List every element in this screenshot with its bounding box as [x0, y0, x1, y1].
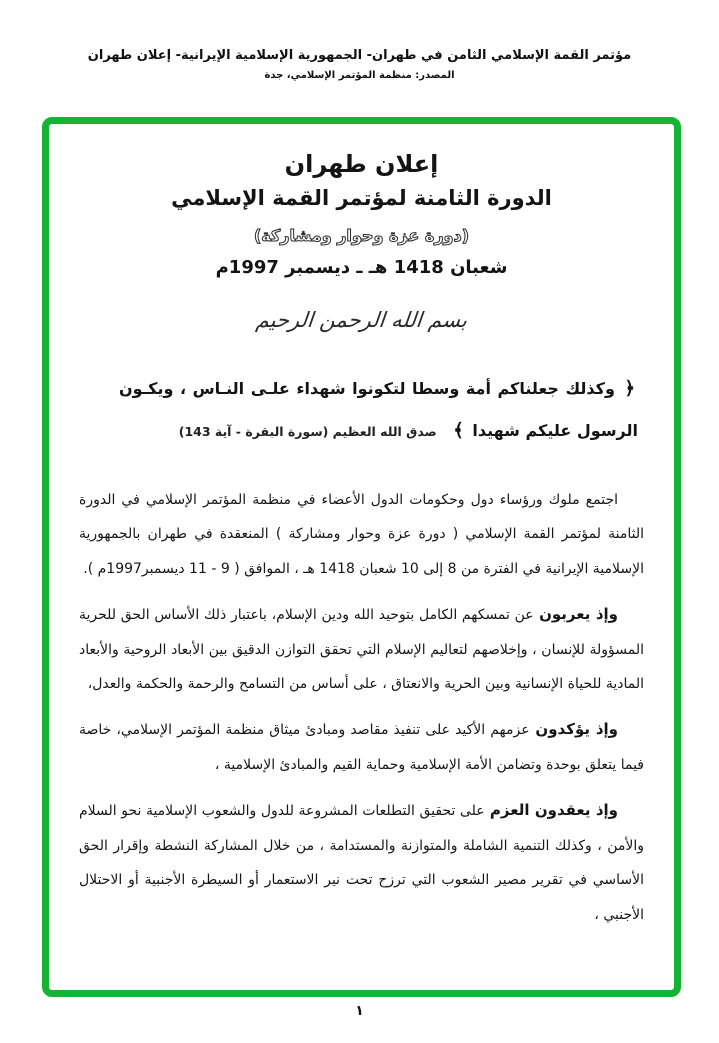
document-header	[0, 48, 719, 81]
paragraph-text: عن تمسكهم الكامل بتوحيد الله ودين الإسلام، باعتبار ذلك الأساس الحق للحرية المسؤولة للإنسان ، وإخلاصهم لتعاليم الإسلام التي تحقق التوازن الدقيق بين الأبعاد الروحية والأبعاد المادية للحياة الإنسانية وبين الحرية والانعتاق ، على أساس من التسامح والرحمة والحكمة والعدل،	[79, 606, 644, 692]
paragraph-resolving	[79, 792, 644, 932]
verse-text: وكذلك جعلناكم أمة وسطا لتكونوا شهداء علـى النـاس ، ويكـون الرسول عليكم شهيدا	[119, 379, 638, 441]
header-title-line: مؤتمر القمة الإسلامي الثامن في طهران- الجمهورية الإسلامية الإيرانية- إعلان طهران	[87, 48, 632, 63]
paragraph-preamble	[79, 481, 644, 586]
date-line: شعبان 1418 هـ ـ ديسمبر 1997م	[215, 257, 508, 278]
paragraph-lead: وإذ يعربون	[533, 604, 618, 623]
quran-verse	[119, 368, 638, 453]
paragraph-lead: وإذ يعقدون العزم	[484, 801, 618, 820]
header-source-line: المصدر: منظمة المؤتمر الإسلامي، جدة	[264, 70, 455, 81]
paragraph-text: عزمهم الأكيد على تنفيذ مقاصد ومبادئ ميثاق منظمة المؤتمر الإسلامي، خاصة فيما يتعلق بوحدة وتضامن الأمة الإسلامية وحماية القيم والمبادئ الإسلامية ،	[79, 722, 644, 774]
paragraph-text: على تحقيق التطلعات المشروعة للدول والشعوب الإسلامية نحو السلام والأمن ، وكذلك التنمية الشاملة والمتوازنة والمستدامة ، من خلال المشاركة النشطة وإقرار الحق الأساسي في تقرير مصير الشعوب التي ترزح تحت نير الاستعمار أو السيطرة الأجنبية أو الاحتلال الأجنبي ،	[79, 803, 644, 923]
page-number: ١	[355, 1003, 364, 1019]
verse-attribution: صدق الله العظيم (سورة البقرة - آية 143)	[178, 424, 437, 440]
paragraph-text: اجتمع ملوك ورؤساء دول وحكومات الدول الأعضاء في منظمة المؤتمر الإسلامي في الدورة الثامنة لمؤتمر القمة الإسلامي ( دورة عزة وحوار ومشاركة ) المنعقدة في طهران بالجمهورية الإسلامية الإيرانية في الفترة من 8 إلى 10 شعبان 1418 هـ ، الموافق ( 9 - 11 ديسمبر1997م ).	[79, 491, 644, 577]
declaration-title: إعلان طهران	[284, 150, 439, 178]
paragraph-affirming	[79, 711, 644, 782]
verse-opening-bracket: ﴿	[624, 378, 635, 399]
session-title: الدورة الثامنة لمؤتمر القمة الإسلامي	[171, 186, 552, 210]
session-motto-decorative: (دورة عزة وحوار ومشاركة)	[253, 226, 470, 245]
verse-closing-bracket: ﴾	[453, 420, 464, 442]
paragraph-lead: وإذ يؤكدون	[529, 720, 618, 739]
document-frame	[42, 117, 681, 997]
basmala-calligraphy: بسم الله الرحمن الرحيم	[254, 308, 469, 332]
paragraph-expressing	[79, 596, 644, 701]
